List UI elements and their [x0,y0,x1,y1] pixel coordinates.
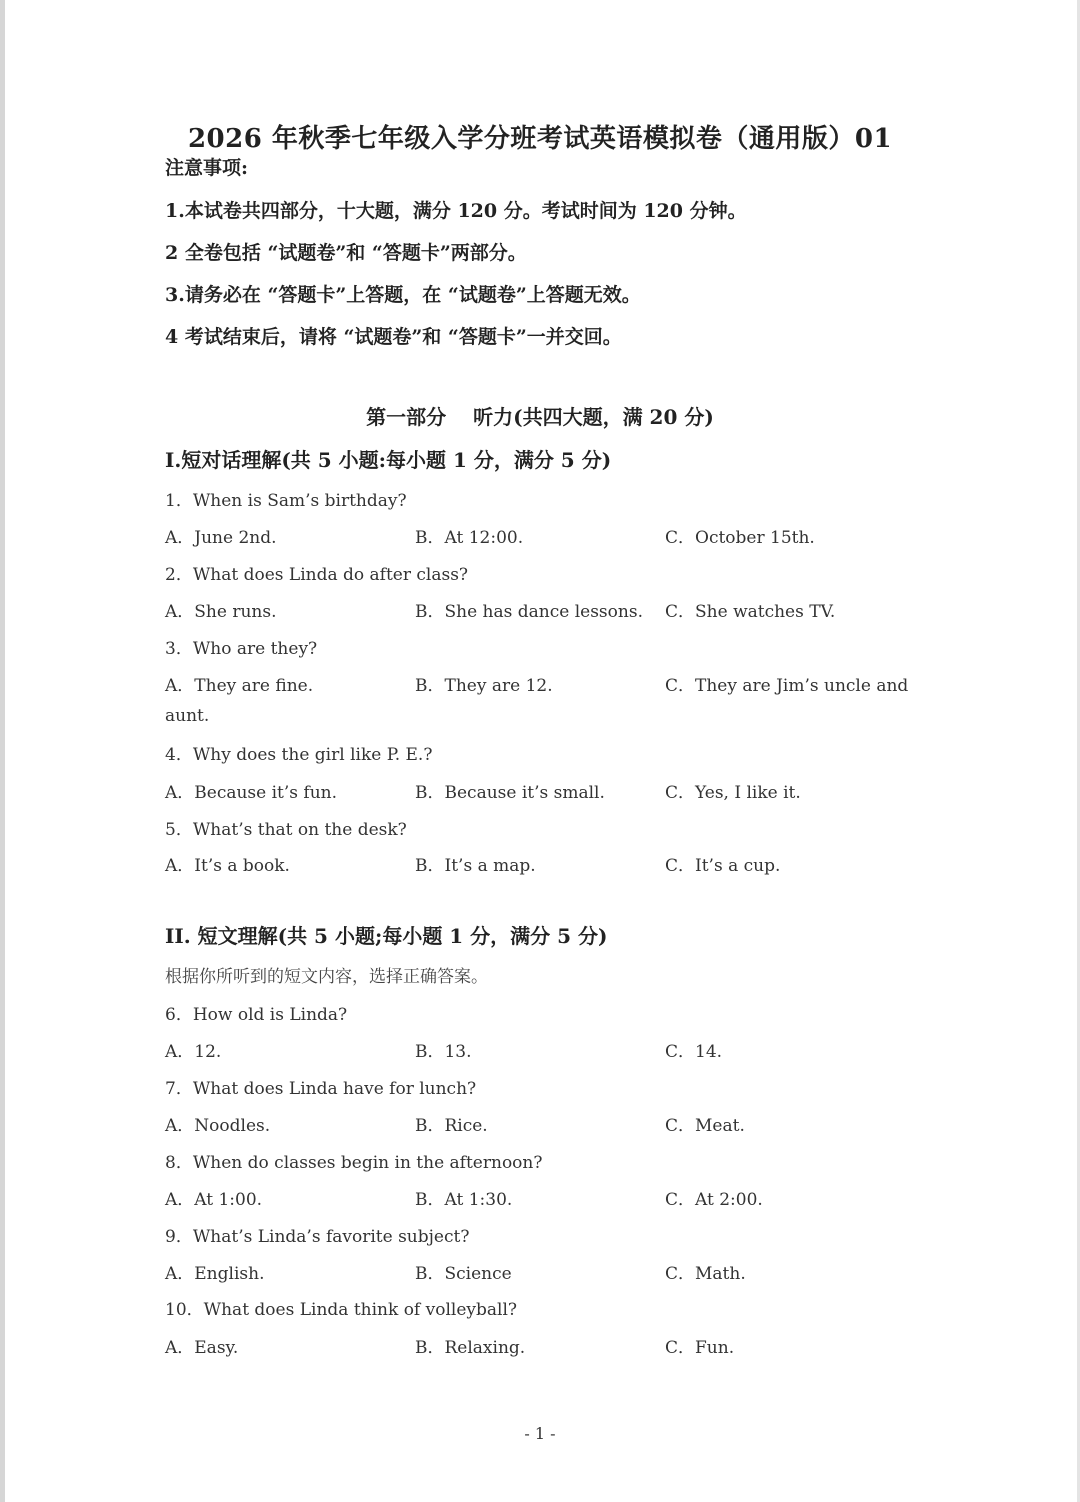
option-2a: A．She runs. [165,602,277,622]
option-6b: B．13. [415,1042,472,1062]
notes-heading: 注意事项: [165,157,249,179]
option-1a: A．June 2nd. [165,528,277,548]
option-6a: A．12. [165,1042,222,1062]
option-4a: A．Because it’s fun. [165,783,338,803]
option-8a: A．At 1:00. [165,1190,263,1210]
option-3a: A．They are fine. [165,676,314,696]
question-6: 6．How old is Linda? [165,1005,348,1025]
option-7c: C．Meat. [665,1116,745,1136]
part1-heading: I.短对话理解(共 5 小题:每小题 1 分，满分 5 分) [165,448,612,472]
option-7b: B．Rice. [415,1116,488,1136]
exam-title: 2026 年秋季七年级入学分班考试英语模拟卷（通用版）01 [187,124,893,154]
option-4b: B．Because it’s small. [415,783,605,803]
question-3: 3．Who are they? [165,639,318,659]
section-heading: 第一部分 听力(共四大题，满 20 分) [366,405,714,429]
page-left-shadow [0,0,5,1502]
option-2b: B．She has dance lessons. [415,602,643,622]
question-5: 5．What’s that on the desk? [165,820,407,840]
part2-heading: II. 短文理解(共 5 小题;每小题 1 分，满分 5 分) [165,924,608,948]
option-3c: C．They are Jim’s uncle and [665,676,909,696]
option-10c: C．Fun. [665,1338,735,1358]
question-9: 9．What’s Linda’s favorite subject? [165,1227,470,1247]
option-2c: C．She watches TV. [665,602,836,622]
option-3b: B．They are 12. [415,676,553,696]
option-1c: C．October 15th. [665,528,815,548]
option-7a: A．Noodles. [165,1116,271,1136]
part2-instruction: 根据你所听到的短文内容，选择正确答案。 [165,967,488,987]
question-8: 8．When do classes begin in the afternoon? [165,1153,543,1173]
question-7: 7．What does Linda have for lunch? [165,1079,477,1099]
option-10b: B．Relaxing. [415,1338,526,1358]
option-10a: A．Easy. [165,1338,239,1358]
option-8c: C．At 2:00. [665,1190,763,1210]
option-6c: C．14. [665,1042,723,1062]
note-1: 1.本试卷共四部分，十大题，满分 120 分。考试时间为 120 分钟。 [165,200,747,222]
question-4: 4．Why does the girl like P. E.? [165,745,433,765]
option-4c: C．Yes, I like it. [665,783,801,803]
page-number: - 1 - [524,1424,556,1443]
note-2: 2 全卷包括 “试题卷”和 “答题卡”两部分。 [165,242,527,264]
option-8b: B．At 1:30. [415,1190,513,1210]
option-9b: B．Science [415,1264,512,1284]
question-1: 1．When is Sam’s birthday? [165,491,407,511]
option-5b: B．It’s a map. [415,856,536,876]
option-5a: A．It’s a book. [165,856,290,876]
option-9c: C．Math. [665,1264,746,1284]
option-9a: A．English. [165,1264,265,1284]
question-10: 10．What does Linda think of volleyball? [165,1300,518,1320]
option-3c-continued: aunt. [165,706,210,726]
option-1b: B．At 12:00. [415,528,524,548]
note-4: 4 考试结束后，请将 “试题卷”和 “答题卡”一并交回。 [165,326,622,348]
note-3: 3.请务必在 “答题卡”上答题，在 “试题卷”上答题无效。 [165,284,641,306]
question-2: 2．What does Linda do after class? [165,565,469,585]
option-5c: C．It’s a cup. [665,856,781,876]
